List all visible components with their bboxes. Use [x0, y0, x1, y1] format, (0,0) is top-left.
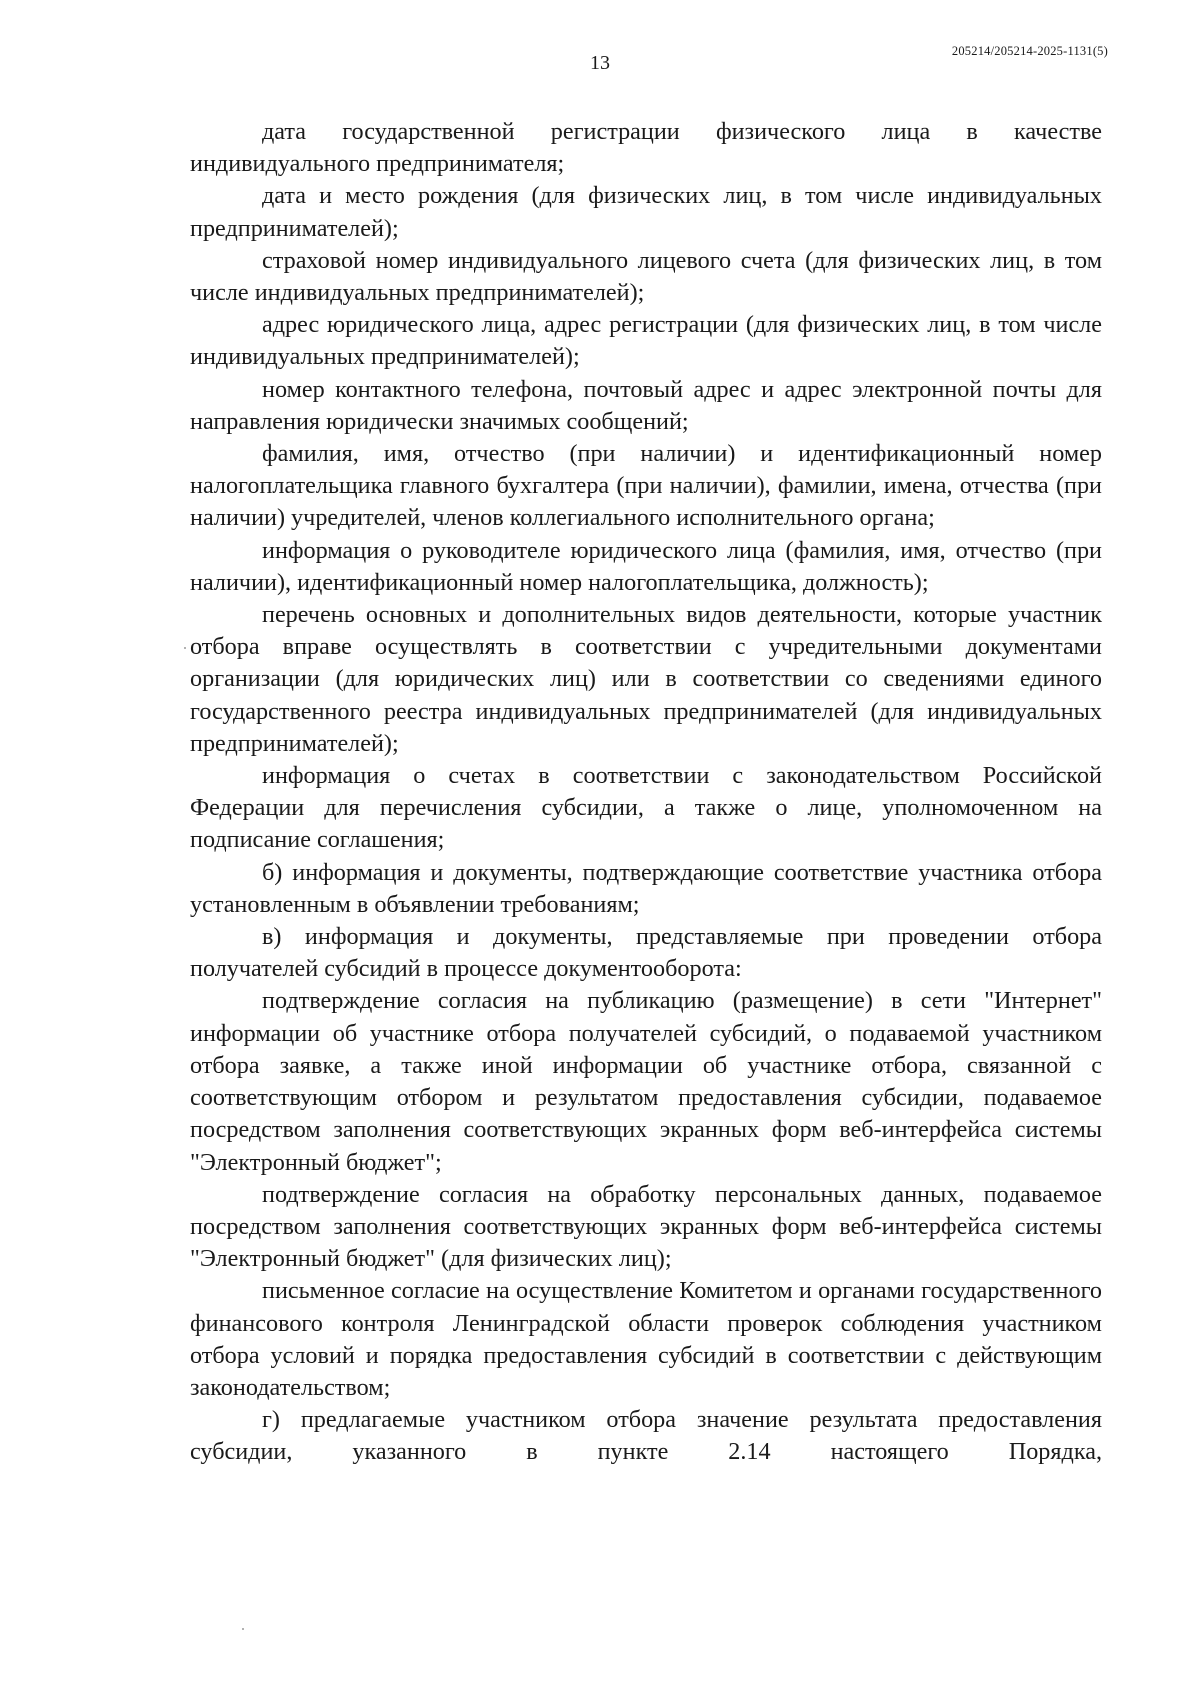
- paragraph: номер контактного телефона, почтовый адрес и адрес электронной почты для направления юридически значимых сообщений;: [190, 375, 1102, 435]
- scan-speck: [242, 1628, 244, 1630]
- paragraph: б) информация и документы, подтверждающие соответствие участника отбора установленным в объявлении требованиям;: [190, 858, 1102, 918]
- paragraph: дата и место рождения (для физических лиц, в том числе индивидуальных предпринимателей);: [190, 182, 1102, 242]
- paragraph: страховой номер индивидуального лицевого счета (для физических лиц, в том числе индивидуальных предпринимателей);: [190, 246, 1102, 307]
- paragraph: дата государственной регистрации физического лица в качестве индивидуального предпринимателя;: [190, 118, 1102, 178]
- paragraph: в) информация и документы, представляемые при проведении отбора получателей субсидий в процессе документооборота:: [190, 923, 1102, 983]
- paragraph: фамилия, имя, отчество (при наличии) и идентификационный номер налогоплательщика главного бухгалтера (при наличии), фамилии, имена, отчества (при наличии) учредителей, членов коллегиального исполнительного органа;: [190, 440, 1102, 532]
- paragraph: адрес юридического лица, адрес регистрации (для физических лиц, в том числе индивидуальных предпринимателей);: [190, 311, 1102, 371]
- paragraph: подтверждение согласия на публикацию (размещение) в сети "Интернет" информации об участнике отбора получателей субсидий, о подаваемой участником отбора заявке, а также иной информации об участнике отбора, связанной с соответствующим отбором и результатом предоставления субсидии, подаваемое посредством заполнения соответствующих экранных форм веб-интерфейса системы "Электронный бюджет";: [190, 987, 1102, 1176]
- paragraph: перечень основных и дополнительных видов деятельности, которые участник отбора вправе осуществлять в соответствии с учредительными документами организации (для юридических лиц) или в соответствии со сведениями единого государственного реестра индивидуальных предпринимателей (для индивидуальных предпринимателей);: [190, 601, 1102, 757]
- paragraph: информация о счетах в соответствии с законодательством Российской Федерации для перечисления субсидии, а также о лице, уполномоченном на подписание соглашения;: [190, 762, 1102, 854]
- paragraph: информация о руководителе юридического лица (фамилия, имя, отчество (при наличии), идентификационный номер налогоплательщика, должность);: [190, 536, 1102, 596]
- paragraph: подтверждение согласия на обработку персональных данных, подаваемое посредством заполнения соответствующих экранных форм веб-интерфейса системы "Электронный бюджет" (для физических лиц);: [190, 1180, 1102, 1273]
- paragraph: г) предлагаемые участником отбора значение результата предоставления субсидии, указанного в пункте 2.14 настоящего Порядка,: [190, 1406, 1102, 1466]
- scan-speck: [184, 647, 186, 649]
- document-id: 205214/205214-2025-1131(5): [951, 44, 1108, 58]
- document-body: [190, 116, 1102, 1469]
- paragraph: письменное согласие на осуществление Комитетом и органами государственного финансового контроля Ленинградской области проверок соблюдения участником отбора условий и порядка предоставления субсидий в соответствии с действующим законодательством;: [190, 1277, 1102, 1401]
- page-number: 13: [590, 52, 610, 74]
